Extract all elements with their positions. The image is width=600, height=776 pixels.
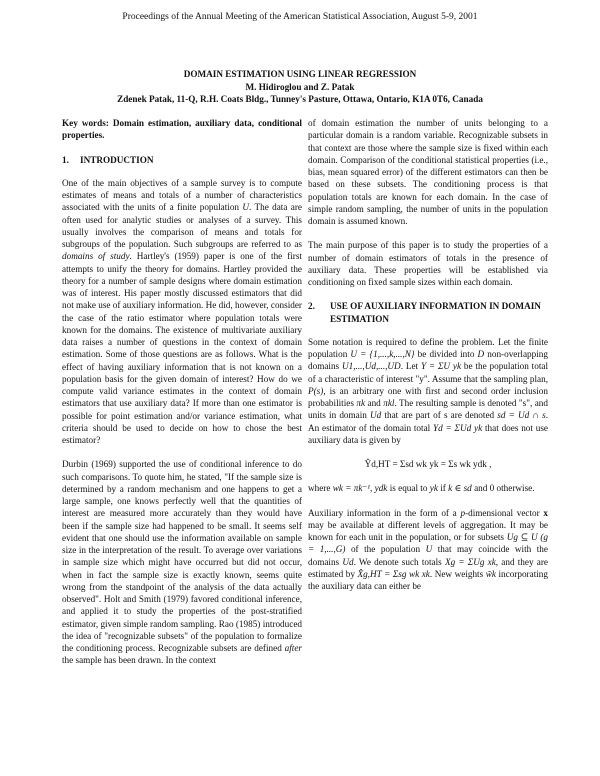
- paragraph-intro-1: One of the main objectives of a sample survey is to compute estimates of means and totals of a number of characteristics associated with the units of a finite population U. The data are often used for analytic studies or analyses of a survey. This usually involves the comparison of means and totals for subgroups of the population. Such subgroups are referred to as domains of study. Hartley's (1959) paper is one of the first attempts to unify the theory for domains. Hartley provided the theory for a number of sample designs where domain estimation was of interest. His paper mostly discussed estimators that did not make use of auxiliary information. He did, however, consider the case of the ratio estimator where population totals were known for the domains. The existence of multivariate auxiliary data raises a number of questions in the context of domain estimation. Some of those questions are as follows. What is the effect of having auxiliary information that is not known on a population basis for the given domain of interest? How do we compute valid variance estimates in the context of domain estimators that use auxiliary data? If more than one estimator is possible for point estimation and/or variance estimation, what criteria should be used to decide on how to chose the best estimator?: [62, 177, 302, 445]
- paragraph-intro-2: Durbin (1969) supported the use of conditional inference to do such comparisons. To quote him, he stated, "If the sample size is determined by a random mechanism and one happens to get a large sample, one knows perfectly well that the quantities of interest are measured more accurately than they would have been if the sample size had happened to be small. It seems self evident that one should use the information available on sample size in the interpretation of the result. To average over variations in sample size which might have occurred but did not occur, when in fact the sample size is exactly known, seems quite wrong from the standpoint of the analysis of the data actually observed". Holt and Smith (1979) favored conditional inference, and applied it to study the properties of the post-stratified estimator, given simple random sampling. Rao (1985) introduced the idea of "recognizable subsets" of the population to formalize the conditioning process. Recognizable subsets are defined after the sample has been drawn. In the context: [62, 459, 302, 666]
- section-heading-introduction: [62, 154, 302, 166]
- paragraph-auxiliary: Auxiliary information in the form of a p-dimensional vector x may be available at different levels of aggregation. It may be known for each unit in the population, or for subsets Ug ⊆ U (g = 1,...,G) of the population U that may coincide with the domains Ud. We denote such totals Xg = ΣUg xk, and they are estimated by X̂g,HT = Σsg wk xk. New weights w̃k incorporating the auxiliary data can either be: [308, 507, 549, 591]
- paragraph-weights: where wk = πk⁻¹, ydk is equal to yk if k ∈ sd and 0 otherwise.: [308, 483, 535, 494]
- equation-ht-estimator: Ŷd,HT = Σsd wk yk = Σs wk ydk ,: [364, 459, 492, 469]
- running-header: Proceedings of the Annual Meeting of the American Statistical Association, August 5-9, 2001: [122, 12, 478, 22]
- section-title: INTRODUCTION: [80, 154, 154, 165]
- paragraph-intro-4: The main purpose of this paper is to study the properties of a number of domain estimators of totals in the presence of auxiliary data. These properties will be established via conditioning on fixed sample sizes within each domain.: [308, 240, 548, 287]
- section-heading-auxiliary: [308, 300, 548, 325]
- paper-affiliation: Zdenek Patak, 11-Q, R.H. Coats Bldg., Tunney's Pasture, Ottawa, Ontario, K1A 0T6, Canada: [117, 94, 483, 104]
- keywords: Key words: Domain estimation, auxiliary data, conditional properties.: [62, 118, 302, 141]
- paragraph-notation: Some notation is required to define the problem. Let the finite population U = {1,...,k,...,N} be divided into D non-overlapping domains U1,...,Ud,...,UD. Let Y = ΣU yk be the population total of a characteristic of interest "y". Assume that the sampling plan, P(s), is an arbitrary one with first and second order inclusion probabilities πk and πkl. The resulting sample is denoted "s", and units in domain Ud that are part of s are denoted sd = Ud ∩ s. An estimator of the domain total Yd = ΣUd yk that does not use auxiliary data is given by: [308, 336, 549, 445]
- left-column: [62, 117, 302, 679]
- title-block: [0, 68, 600, 106]
- paper-authors: M. Hidiroglou and Z. Patak: [245, 81, 355, 92]
- right-column: [308, 117, 548, 604]
- section-number: 1.: [62, 154, 69, 165]
- paragraph-intro-3: of domain estimation the number of units belonging to a particular domain is a random variable. Recognizable subsets in that context are those where the sample size is fixed within each domain. Comparison of the conditional statistical properties (i.e., bias, mean squared error) of the different estimators can then be based on these subsets. The conditioning process is that population totals are known for each domain. In the case of simple random sampling, the number of units in the population domain is assumed known.: [308, 118, 548, 226]
- section-title: USE OF AUXILIARY INFORMATION IN DOMAIN ESTIMATION: [330, 301, 541, 324]
- section-number: 2.: [308, 301, 315, 312]
- paper-title: DOMAIN ESTIMATION USING LINEAR REGRESSION: [183, 69, 417, 79]
